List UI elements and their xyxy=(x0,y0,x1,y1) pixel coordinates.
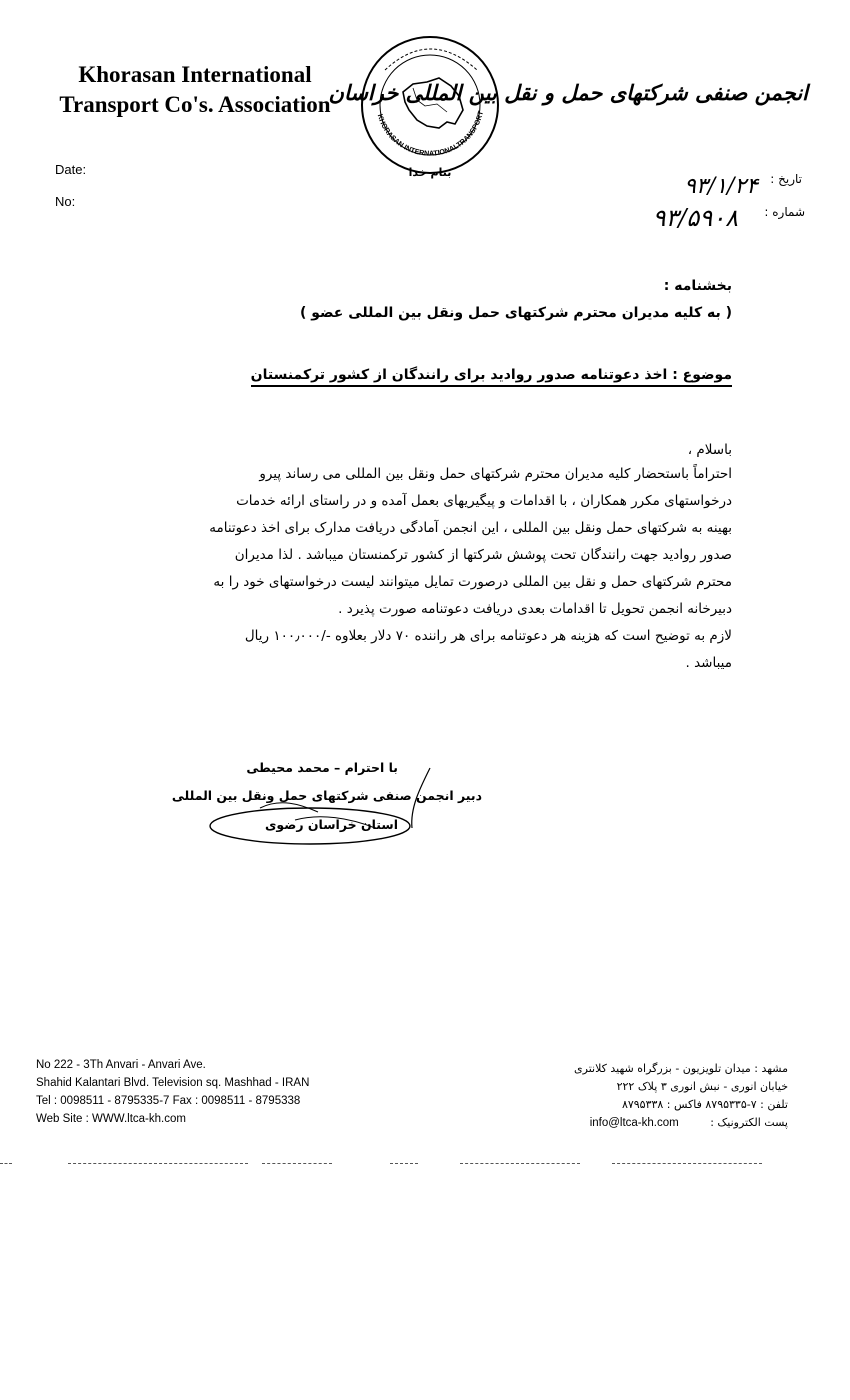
footer-en-line: Web Site : WWW.ltca-kh.com xyxy=(36,1113,186,1125)
footer-address-en xyxy=(36,1056,356,1128)
body-line: احتراماً باستحضار کلیه مدیران محترم شرکتهای حمل ونقل بین المللی می رساند پیرو xyxy=(259,466,732,482)
circular-heading: بخشنامه : xyxy=(663,278,732,294)
circular-subject: موضوع : اخذ دعوتنامه صدور روادید برای رانندگان از کشور ترکمنستان xyxy=(251,367,732,387)
body-line: محترم شرکتهای حمل و نقل بین المللی درصورت تمایل میتوانند لیست درخواستهای خود را به xyxy=(213,574,732,590)
handwritten-date: ۹۳/۱/۲۴ xyxy=(684,174,758,199)
handwritten-number: ۹۳/۵۹۰۸ xyxy=(652,204,738,232)
footer-en-line: No 222 - 3Th Anvari - Anvari Ave. xyxy=(36,1059,206,1071)
footer-email: info@ltca-kh.com xyxy=(589,1117,679,1129)
body-line: بهینه به شرکتهای حمل ونقل بین المللی ، این انجمن آمادگی دریافت مدارک برای اخذ دعوتنامه xyxy=(209,520,732,536)
persian-association-name: انجمن صنفی شرکتهای حمل و نقل بین المللی خراسان xyxy=(328,80,808,105)
seal-caption: بنام خدا xyxy=(408,166,452,179)
footer-en-line: Tel : 0098511 - 8795335-7 Fax : 0098511 - 8795338 xyxy=(36,1095,301,1107)
footer-fa-line: خیابان انوری - نبش انوری ۳ پلاک ۲۲۲ xyxy=(616,1080,788,1093)
letter-body xyxy=(112,461,732,677)
body-line: صدور روادید جهت رانندگان تحت پوشش شرکتها از کشور ترکمنستان میباشد . لذا مدیران xyxy=(234,547,732,563)
association-seal-logo xyxy=(355,30,505,180)
date-label-fa: تاریخ : xyxy=(770,172,802,186)
circular-addressee: ( به کلیه مدیران محترم شرکتهای حمل ونقل بین المللی عضو ) xyxy=(299,305,732,321)
handwritten-signature xyxy=(200,758,450,858)
svg-text:KHORASAN INTERNATIONALTRANSPOR: KHORASAN INTERNATIONALTRANSPORT xyxy=(375,109,486,158)
number-label: No: xyxy=(55,194,76,209)
divider-dash xyxy=(262,1163,332,1164)
date-label: Date: xyxy=(55,162,87,177)
signature-title: دبیر انجمن صنفی شرکتهای حمل ونقل بین المللی xyxy=(171,788,482,803)
signature-province: استان خراسان رضوی xyxy=(264,817,398,832)
divider-dash xyxy=(0,1163,12,1164)
english-name-line2: Transport Co's. Association xyxy=(59,92,331,117)
english-association-name xyxy=(50,60,340,120)
signature-closing: با احترام – محمد محیطی xyxy=(246,760,398,775)
greeting: باسلام ، xyxy=(687,442,732,458)
number-label-fa: شماره : xyxy=(764,205,805,219)
footer-email-label: پست الکترونیک : xyxy=(710,1116,788,1129)
body-line: لازم به توضیح است که هزینه هر دعوتنامه برای هر راننده ۷۰ دلار بعلاوه -/۱۰۰٫۰۰۰ ریال xyxy=(244,628,732,644)
divider-dash xyxy=(390,1163,418,1164)
footer-en-line: Shahid Kalantari Blvd. Television sq. Mashhad - IRAN xyxy=(36,1077,310,1089)
footer-address-fa xyxy=(498,1060,788,1132)
footer-fa-line: مشهد : میدان تلویزیون - بزرگراه شهید کلانتری xyxy=(574,1062,788,1075)
divider-dash xyxy=(68,1163,248,1164)
body-line: درخواستهای مکرر همکاران ، با اقدامات و پیگیریهای بعمل آمده و در راستای ارائه خدمات xyxy=(236,493,732,509)
divider-dash xyxy=(460,1163,580,1164)
body-line: میباشد . xyxy=(685,655,732,671)
footer-fa-email-row xyxy=(498,1114,788,1132)
footer-fa-line: تلفن : ۷-۸۷۹۵۳۳۵ فاکس : ۸۷۹۵۳۳۸ xyxy=(621,1098,788,1111)
english-name-line1: Khorasan International xyxy=(78,62,312,87)
divider-dash xyxy=(612,1163,762,1164)
body-line: دبیرخانه انجمن تحویل تا اقدامات بعدی دریافت دعوتنامه صورت پذیرد . xyxy=(338,601,732,617)
